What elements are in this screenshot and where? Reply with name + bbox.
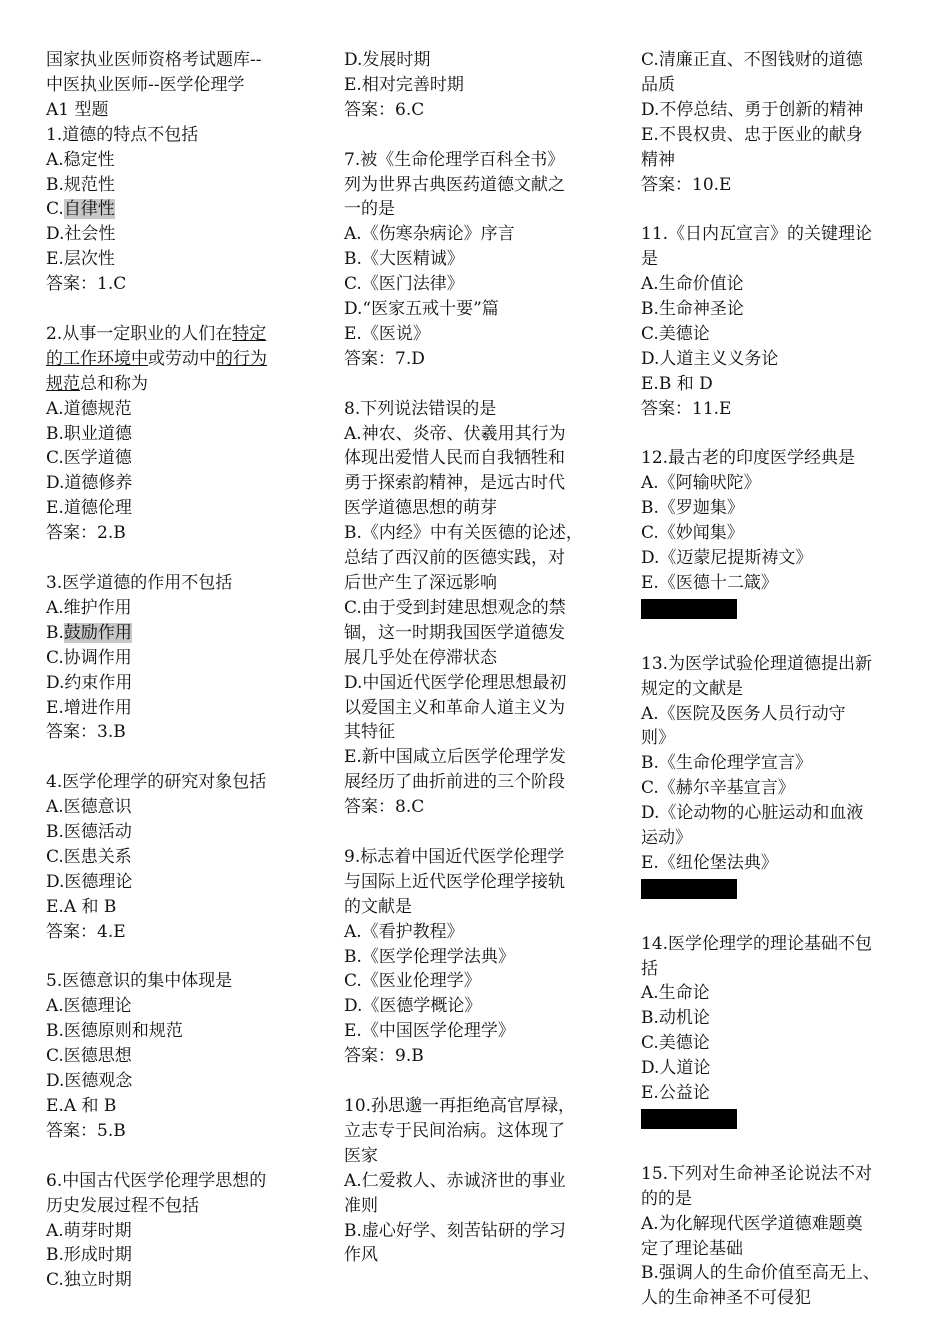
text-line: 其特征 (344, 722, 395, 743)
text-line: 11.《日内瓦宣言》的关键理论 (641, 224, 873, 245)
text-line: C.协调作用 (46, 647, 132, 668)
highlighted-text: 鼓励作用 (63, 622, 132, 643)
text-line: D.发展时期 (344, 50, 431, 70)
text-line: C.美德论 (641, 323, 710, 344)
blank-line (641, 1137, 903, 1162)
text-line: A.萌芽时期 (46, 1220, 132, 1241)
text-line: C.清廉正直、不图钱财的道德 (641, 50, 863, 70)
text-line: E.B 和 D (641, 373, 713, 394)
text-line: 13.为医学试验伦理道德提出新 (641, 653, 873, 674)
text-line: 答案：10.E (641, 174, 732, 195)
text-line: A.《阿输吠陀》 (641, 473, 761, 494)
text-line: B.医德活动 (46, 822, 132, 843)
text-line: 后世产生了深远影响 (344, 573, 497, 593)
text-line: 4.医学伦理学的研究对象包括 (46, 772, 267, 793)
text-line: D.中国近代医学伦理思想最初 (344, 672, 567, 693)
text-line: 1.道德的特点不包括 (46, 124, 199, 145)
text-line: E.公益论 (641, 1083, 710, 1104)
text-segment: C. (46, 199, 64, 220)
text-line: 括 (641, 958, 658, 979)
text-line: D.《迈蒙尼提斯祷文》 (641, 548, 813, 569)
blank-line (641, 197, 903, 222)
blank-line (46, 1144, 308, 1169)
text-line: 答案：8.C (344, 797, 425, 818)
blank-line (641, 422, 903, 447)
text-line: A.维护作用 (46, 597, 132, 618)
redacted-answer (641, 599, 737, 619)
text-line: 是 (641, 249, 658, 270)
text-line: E.相对完善时期 (344, 74, 464, 95)
text-line: D.医德理论 (46, 871, 133, 892)
redaction-block (641, 876, 903, 907)
text-line: 展经历了曲折前进的三个阶段 (344, 772, 565, 793)
text-line: D.医德观念 (46, 1071, 133, 1092)
text-line: A1 型题 (46, 99, 109, 120)
text-line: C.医学道德 (46, 448, 132, 469)
text-line: 与国际上近代医学伦理学接轨 (344, 871, 565, 892)
underlined-text: 的行为 (216, 348, 267, 369)
text-line: A.仁爱救人、赤诚济世的事业 (344, 1170, 566, 1191)
text-line: C.医患关系 (46, 846, 132, 867)
text-column-1 (46, 48, 308, 1293)
underlined-text: 特定 (232, 323, 267, 344)
text-line: 答案：1.C (46, 274, 127, 295)
redacted-answer (641, 1109, 737, 1129)
text-line: E.A 和 B (46, 896, 117, 917)
text-line: 定了理论基础 (641, 1238, 743, 1259)
text-line: A.生命论 (641, 983, 710, 1004)
text-line (46, 322, 308, 347)
text-line: 展几乎处在停滞状态 (344, 647, 497, 668)
redaction-block (641, 596, 903, 627)
text-line: E.道德伦理 (46, 498, 132, 519)
text-line: 体现出爱惜人民而自我牺牲和 (344, 448, 565, 469)
text-segment: 2.从事一定职业的人们在 (46, 323, 233, 344)
text-line: C.美德论 (641, 1033, 710, 1054)
text-line: A.《伤寒杂病论》序言 (344, 224, 515, 245)
redacted-answer (641, 879, 737, 899)
text-line: A.医德意识 (46, 797, 132, 818)
text-line: B.《罗迦集》 (641, 498, 744, 519)
blank-line (46, 745, 308, 770)
text-line: 精神 (641, 149, 675, 170)
blank-line (641, 907, 903, 932)
text-line: 答案：5.B (46, 1120, 126, 1141)
text-line: E.增进作用 (46, 697, 132, 718)
text-line: D.《医德学概论》 (344, 996, 482, 1017)
text-line: 一的是 (344, 199, 395, 220)
text-line: B.职业道德 (46, 423, 132, 444)
highlighted-text: 自律性 (63, 199, 115, 220)
blank-line (344, 372, 606, 397)
text-line: 答案：7.D (344, 348, 425, 369)
text-line: 准则 (344, 1195, 378, 1216)
text-line: 医家 (344, 1145, 378, 1166)
text-line: D.社会性 (46, 224, 116, 245)
text-line: 9.标志着中国近代医学伦理学 (344, 846, 565, 867)
underlined-text: 规范 (46, 373, 80, 394)
text-line: 12.最古老的印度医学经典是 (641, 448, 856, 469)
text-segment: 总和称为 (80, 373, 148, 394)
text-line: 的的是 (641, 1188, 692, 1209)
text-line: B.强调人的生命价值至高无上、 (641, 1263, 880, 1284)
text-line: D.《论动物的心脏运动和血液 (641, 803, 864, 824)
text-line: 医学道德思想的萌芽 (344, 498, 497, 519)
blank-line (46, 546, 308, 571)
text-line: A.神农、炎帝、伏羲用其行为 (344, 423, 566, 444)
text-line: B.《医学伦理学法典》 (344, 946, 515, 967)
text-line: C.《医业伦理学》 (344, 971, 481, 992)
text-line (46, 372, 308, 397)
text-line: C.《医门法律》 (344, 274, 464, 295)
text-line: E.不畏权贵、忠于医业的献身 (641, 124, 863, 145)
text-line: 锢，这一时期我国医学道德发 (344, 622, 565, 643)
text-line: 答案：3.B (46, 722, 126, 743)
text-line (46, 347, 308, 372)
text-column-3 (641, 48, 903, 1311)
text-line: 的文献是 (344, 896, 412, 917)
text-line: E.《中国医学伦理学》 (344, 1021, 515, 1042)
text-line: B.形成时期 (46, 1245, 132, 1266)
text-line: 作风 (344, 1245, 378, 1266)
text-line: B.生命神圣论 (641, 299, 744, 320)
text-line: B.规范性 (46, 174, 115, 195)
text-line: E.A 和 B (46, 1096, 117, 1116)
text-line: 14.医学伦理学的理论基础不包 (641, 933, 873, 954)
text-line: 则》 (641, 728, 675, 749)
blank-line (344, 123, 606, 148)
text-line: B.《内经》中有关医德的论述， (344, 523, 583, 544)
text-line: C.独立时期 (46, 1270, 132, 1291)
text-line: C.由于受到封建思想观念的禁 (344, 597, 566, 618)
text-column-2 (344, 48, 606, 1268)
text-line: 历史发展过程不包括 (46, 1195, 199, 1216)
text-line: 答案：4.E (46, 921, 126, 942)
text-line: 5.医德意识的集中体现是 (46, 971, 233, 992)
text-line: E.《医德十二箴》 (641, 573, 778, 593)
text-line: 总结了西汉前的医德实践，对 (344, 548, 565, 569)
blank-line (344, 1069, 606, 1094)
text-line: C.《赫尔辛基宣言》 (641, 778, 795, 799)
text-line: D.约束作用 (46, 672, 133, 693)
text-line: 人的生命神圣不可侵犯 (641, 1288, 811, 1309)
text-line: D.人道主义义务论 (641, 348, 779, 369)
text-line: A.道德规范 (46, 398, 132, 419)
text-line: 10.孙思邈一再拒绝高官厚禄， (344, 1096, 576, 1116)
text-line: A.稳定性 (46, 149, 115, 170)
text-line (46, 197, 308, 222)
text-line: E.《医说》 (344, 323, 430, 344)
blank-line (344, 820, 606, 845)
text-line: C.《妙闻集》 (641, 523, 744, 544)
text-line: D.“医家五戒十要”篇 (344, 299, 499, 320)
text-segment: 或劳动中 (148, 348, 216, 369)
text-line: A.生命价值论 (641, 274, 744, 295)
text-line: A.为化解现代医学道德难题奠 (641, 1213, 863, 1234)
text-line: B.《大医精诚》 (344, 249, 464, 270)
text-line: 立志专于民间治病。这体现了 (344, 1120, 565, 1141)
text-line: B.动机论 (641, 1008, 710, 1029)
text-line: A.《看护教程》 (344, 921, 464, 942)
text-line: B.虚心好学、刻苦钻研的学习 (344, 1220, 566, 1241)
blank-line (46, 945, 308, 970)
text-line: 7.被《生命伦理学百科全书》 (344, 149, 565, 170)
text-line: 答案：9.B (344, 1046, 424, 1067)
text-line: 15.下列对生命神圣论说法不对 (641, 1163, 873, 1184)
text-line: D.道德修养 (46, 473, 133, 494)
underlined-text: 的工作环境中 (46, 348, 148, 369)
text-line: 勇于探索韵精神，是远古时代 (344, 473, 565, 494)
redaction-block (641, 1106, 903, 1137)
text-line: 运动》 (641, 828, 692, 849)
text-line: A.《医院及医务人员行动守 (641, 703, 846, 724)
text-line (46, 621, 308, 646)
text-line: B.《生命伦理学宣言》 (641, 753, 812, 774)
text-line: 中医执业医师--医学伦理学 (46, 74, 245, 95)
blank-line (46, 297, 308, 322)
text-line: 答案：11.E (641, 398, 732, 419)
text-line: 6.中国古代医学伦理学思想的 (46, 1170, 267, 1191)
text-line: E.《纽伦堡法典》 (641, 852, 778, 873)
text-line: 3.医学道德的作用不包括 (46, 573, 233, 593)
text-line: B.医德原则和规范 (46, 1021, 183, 1042)
text-line: 以爱国主义和革命人道主义为 (344, 697, 565, 718)
text-line: 规定的文献是 (641, 678, 743, 699)
text-line: 品质 (641, 74, 675, 95)
text-line: D.人道论 (641, 1058, 711, 1079)
text-line: C.医德思想 (46, 1046, 132, 1067)
text-line: 答案：6.C (344, 99, 425, 120)
blank-line (641, 627, 903, 652)
text-line: E.新中国咸立后医学伦理学发 (344, 747, 566, 768)
text-line: A.医德理论 (46, 996, 132, 1017)
text-line: 8.下列说法错误的是 (344, 398, 497, 419)
text-line: 答案：2.B (46, 523, 126, 544)
text-line: E.层次性 (46, 249, 115, 270)
text-line: 国家执业医师资格考试题库-- (46, 50, 262, 70)
text-line: 列为世界古典医药道德文献之 (344, 174, 565, 195)
text-line: D.不停总结、勇于创新的精神 (641, 99, 864, 120)
text-segment: B. (46, 622, 64, 643)
